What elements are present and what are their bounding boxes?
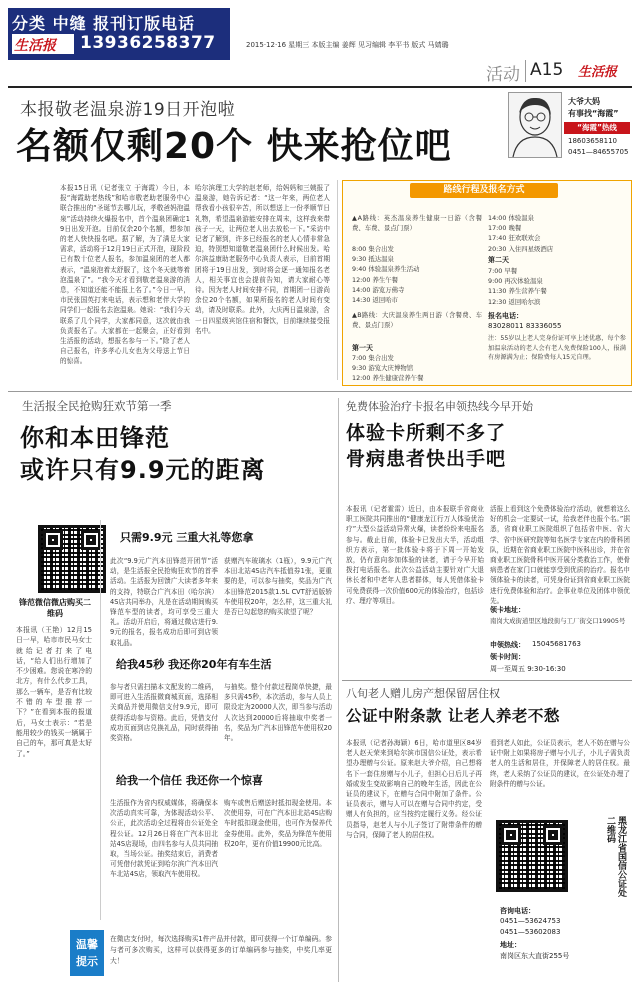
reminder-text: 在微店支付时，每次选择购买1件产品并付款，即可获得一个订单编码。参与者可多次购买，这样可以获得更多的订单编码参与抽奖，中奖几率更大！ — [110, 935, 332, 965]
lead-article-col2: 哈尔滨理工大学的赵老师，给妈妈和三姨报了温泉游，她告诉记者：“这一年来，两位老人帮我看小孩很辛苦，所以想送上一份孝顺节日礼物，希望温泉游能安排在周末，这样我来带孩子一天，让两位老人出去放松一下。”采访中记者了解到，许多已经报名的老人心情非常急迫，特别想知道敬老温泉团什么时候出发。哈尔滨益康助老服务中心负责人表示，目前首期团将于19日出发，到时将会逐一通知报名老人，相关事宜也会提前告知，请大家耐心等待。因为老人时间安排不同，首期团一日游尚余位20个名额，如果所报名的老人时间有变动，请及时联系。此外，大庆两日温泉游，含一日四星级宾馆住宿和餐饮，目前继续接受报名中。 — [195, 184, 330, 335]
route-a-schedule: 8:00 集合出发 9:30 抵达温泉 9:40 体验温泉养生活动 12:00 养生午餐 14:00 游览万佛寺 14:30 返回哈市 — [352, 245, 420, 305]
columnist-phone-2: 0451—84655705 — [568, 148, 629, 156]
header-rule — [8, 86, 632, 88]
house-contact-1: 0451—53624753 — [500, 917, 561, 925]
route-title: 路线行程及报名方式 — [443, 185, 525, 195]
reminder-tag: 温馨提示 — [76, 938, 98, 968]
lead-headline: 名额仅剩20个 快来抢位吧 — [16, 126, 452, 167]
notary-qr-caption: 黑龙江省国信公证处二维码 — [605, 816, 626, 897]
car-para-2a: 参与者只需扫描本文配发的二维码，即可进入生活报微商城页面，选择相关商品并使用微信支付9.9元，即可获得活动参与资格。此后，凭借支付成功页面到店兑换礼品，同时获得抽奖资格。 — [110, 683, 218, 743]
car-sub-2: 给我45秒 我还你20年有车生活 — [116, 658, 272, 671]
lead-kicker: 本报敬老温泉游19日开泡啦 — [20, 100, 236, 120]
medical-addr: 南岗大成街道里区地段街与工厂街交口19905号 — [490, 617, 626, 625]
medical-hotline-label: 申领热线： — [490, 641, 525, 649]
classified-title: 分类 中缝 报刊订版电话 — [12, 14, 196, 33]
car-qr-code[interactable] — [38, 525, 106, 593]
house-contact-2: 0451—53602083 — [500, 928, 561, 936]
page-number: A15 — [530, 60, 564, 80]
section-rule-1 — [8, 391, 632, 392]
medical-headline-2: 骨病患者快出手吧 — [346, 448, 507, 470]
car-sub-1: 只需9.9元 三重大礼等您拿 — [120, 531, 254, 544]
route-evening-schedule: 14:00 体验温泉 17:00 晚餐 17:40 狂欢联欢会 20:30 入住四星级酒店 — [488, 214, 554, 253]
house-address: 南岗区东大直街255号 — [500, 952, 570, 960]
car-left-column: 本报讯（王艳）12月15日一早，哈市市民马女士就给记者打来了电话，“给人们出行增加了不少困难。您说在寒冷的北方，有什么代步工具，那么一辆车，是否有比较不错的车型推荐一下？”在看到本报的报道后，马女士表示：“若是能用较少的钱买一辆属于自己的车，那可真是太好了。” — [16, 626, 92, 758]
issue-info: 2015·12·16 星期三 本版主编 姜辉 见习编辑 李平书 版式 马婧璐 — [246, 41, 449, 49]
car-sub-3: 给我一个信任 我还你一个惊喜 — [116, 774, 263, 787]
medical-para-2: 活报上看到这个免费体验治疗活动，就想着这么好的机会一定要试一试，给我老伴也报个名。”据悉，省商业职工医院组织了包括省中医、省大学、省中医研究院等知名医学专家在内的骨科团队，近期在省商业职工医院中医科出诊，并在省商业职工医院骨科中医开展分类救治工作，使骨病患者在家门口就能享受到优质的治疗。报名申领体验卡的读者，可凭身份证到省商业职工医院进行免费体验和治疗。企事业单位及团体申领优先。 — [490, 505, 630, 605]
classified-phone: 13936258377 — [80, 33, 216, 53]
portrait-sketch-icon — [509, 93, 561, 157]
medical-time: 周一至周五 9:30-16:30 — [490, 665, 566, 673]
car-tag: 生活报全民抢购狂欢节第一季 — [22, 399, 172, 413]
car-col-divider — [100, 520, 101, 920]
section-divider — [525, 60, 526, 82]
house-address-label: 地址： — [500, 941, 521, 949]
route-day2-schedule: 7:00 早餐 9:00 再次体验温泉 11:30 养生营养午餐 12:30 返回哈尔滨 — [488, 267, 547, 306]
columnist-phone-1: 18603658110 — [568, 137, 617, 145]
car-para-3a: 生活报作为省内权威媒体，将确保本次活动真实可靠，为体现活动公平、公正，此次活动全过程将由公证处全程公证。12月26日将在广汽本田北站4S店现场，由四名参与人员共同抽取，当场公证。抽奖结束后，消费者可凭借付款凭证到哈尔滨广汽本田汽车北站4S店，领取汽车使用权。 — [110, 799, 218, 879]
car-para-3b: 购车或售后赠送时抵扣现金使用。本次使用券，可在广汽本田北站4S店购车时抵扣现金使用，也可作为保养代金券使用。此外，奖品为锋范车使用权20年，更有价值19900元比高。 — [224, 799, 332, 848]
car-headline-2: 或许只有9.9元的距离 — [20, 456, 266, 484]
brand-logo: 生活报 — [14, 38, 56, 54]
route-day2: 第二天 — [488, 256, 509, 264]
columnist-hotline-badge: “海霞”热线 — [564, 122, 630, 134]
signup-label: 报名电话： — [488, 312, 523, 320]
signup-phone: 83028011 83336055 — [488, 322, 562, 330]
car-para-2b: 与抽奖。整个付款过程简单快捷，最多只需45秒，本次活动，参与人员上限设定为20000人次，即当参与活动人次达到20000后将抽取中奖者一名，奖品为广汽本田锋范车使用权20年。 — [224, 683, 332, 743]
house-para-2: 看到老人如此，公证员表示，老人不妨在赠与公证中附上如果将房子赠与小儿子，小儿子需负责老人的生活和居住，并保障老人的居住权。最终，老人采纳了公证员的建议，在公证处办理了附条件的赠与公证。 — [490, 739, 630, 788]
medical-hotline: 15045681763 — [532, 640, 581, 648]
house-headline: 公证中附条款 让老人养老不愁 — [346, 707, 560, 725]
page-logo: 生活报 — [578, 65, 618, 80]
notary-qr-code[interactable] — [496, 820, 568, 892]
route-a: ▲A路线：英杰温泉养生健康一日游（含餐费、车费、景点门票） — [352, 214, 482, 233]
medical-tag: 免费体验治疗卡报名申领热线今早开始 — [346, 400, 533, 413]
columnist-title-1: 大爷大妈 — [568, 97, 600, 106]
section-label: 活动 — [486, 65, 520, 85]
section-rule-2 — [342, 680, 632, 681]
house-contact-label: 咨询电话： — [500, 907, 535, 915]
route-day1: 第一天 — [352, 344, 373, 352]
lead-article-col1: 本报15日讯（记者张立 于海霞）今日，本报“海霞助老热线”和哈市敬老助老服务中心联合推出的“圣诞节去哪儿玩，孝敬爸妈泡温泉”活动持续火爆报名中，首个温泉团确定19日出发开泡。目前仅余20个名额，想参加的老人快快报名吧。据了解，为了满足大家需求，活动将于12月19日正式开泡，现阶段已有数十位老人报名，参加温泉团的老人都表示，“温泉泡着太舒服了，这个冬天就等着泡温泉了”。“我今天才看到敬老温泉游的消息，不知道还能不能报上名了。”今日一早，市民张国英打来电话，表示想和老伴大学的同学们一起报名去泡温泉。她说：“我们今天联系了几个同学，大家都同意，这次就由我负责报名了。大家都在一起聚会，正好看到生活报的活动，想报名参与一下。”除了老人自己报名，许多孝心儿女也为父母送上节日的惊喜。 — [60, 184, 190, 366]
car-para-1a: 此次“9.9元广汽本田锋范开团节”活动，是生活报全民抢购狂欢节的首季活动。生活报为回馈广大读者多年来的支持，特联合广汽本田（哈尔滨）4S店共同举办，凡是在活动期间购买锋范车型的读者，均可享受三重大礼。活动开启后，将通过微店进行9.9元的报名，报名成功后即可到店领取礼品。 — [110, 557, 218, 647]
car-para-1b: 获赠汽车玻璃水（1瓶），9.9元广汽本田北站4S店汽车抵值券1张，更重要的是，可以参与抽奖，奖品为广汽本田锋范2015款1.5L CVT舒适版轿车使用权20年，怎么样，这三重大礼是否已勾起您的购买欲望了呢？ — [224, 557, 332, 617]
car-qr-caption: 锋范微信微店购买二维码 — [19, 598, 91, 618]
medical-time-label: 领卡时间： — [490, 653, 525, 661]
columnist-portrait — [508, 92, 562, 158]
house-para-1: 本报讯（记者孙海颖）6日，哈市道里区84岁老人赵天荣来到哈尔滨市国信公证处，表示希望办理赠与公证。原来赵大爷介绍，自己想将名下一套住房赠与小儿子，但担心日后儿子再婚或发生变故影响自己的晚年生活，因此在公证员的建议下，在赠与合同中附加了条件。公证员表示，赠与人可以在赠与合同中约定，受赠人有负担的，应当按约定履行义务。经公证员指导，赵老人与小儿子签订了附带条件的赠与合同，保障了老人的居住权。 — [346, 739, 482, 839]
route-b: ▲B路线：大庆温泉养生两日游（含餐费、车费、景点门票） — [352, 311, 482, 330]
page-col-divider — [338, 398, 339, 982]
medical-addr-label: 领卡地址： — [490, 606, 525, 614]
route-note: 注：55岁以上老人完身份证可享上述优惠，每个参加温泉活动的老人会有老人免费保险100人，报满有房源满为止；保险费每人15元自理。 — [488, 335, 626, 362]
medical-para-1: 本报讯（记者霍雷）近日，由本报联手省商业职工医院共同推出的“健康龙江行万人体验优治疗”大型公益活动异常火爆，读者纷纷来电报名参与。截止目前，体验卡已发出大半，活动组织方表示，第一批体验卡将于下周一开始发放，仍有意向参加体验的读者，请于今早开始拨打电话报名。此次公益活动主要针对广大退休长者和中老年人患者群体，每人凭借体验卡可免费获得一次价值600元的体验治疗，包括诊疗、理疗等项目。 — [346, 505, 484, 605]
car-headline-1: 你和本田锋范 — [20, 424, 170, 452]
medical-headline-1: 体验卡所剩不多了 — [346, 422, 507, 444]
route-day1-schedule: 7:00 集合出发 9:30 游览大庆博物馆 12:00 养生健康营养午餐 — [352, 354, 424, 383]
house-tag: 八旬老人赠儿房产想保留居住权 — [346, 687, 500, 700]
lead-col-divider — [337, 180, 338, 380]
columnist-title-2: 有事找“海霞” — [568, 109, 619, 118]
